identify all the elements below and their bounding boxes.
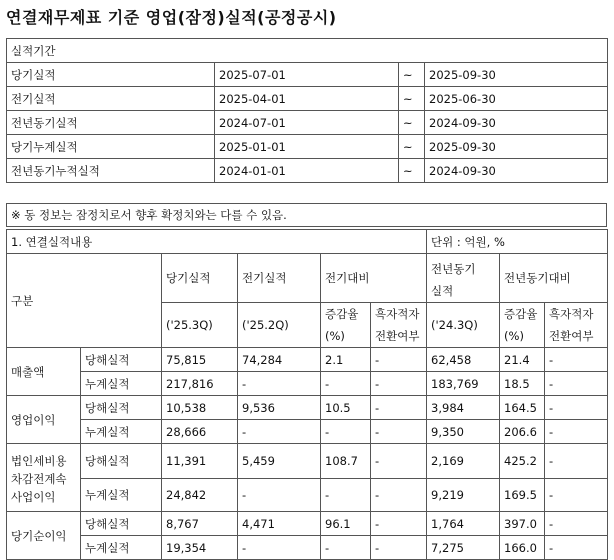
cell-previous: -	[238, 372, 321, 396]
header-current-period: ('25.3Q)	[162, 303, 238, 348]
cell-yoy: 206.6	[500, 420, 545, 444]
cell-qoq-turn: -	[371, 536, 427, 560]
cell-sub: 누계실적	[81, 372, 162, 396]
cell-sub: 당해실적	[81, 512, 162, 536]
cell-qoq-turn: -	[371, 512, 427, 536]
period-label: 전년동기실적	[7, 111, 215, 135]
cell-yoy-val: 3,984	[427, 396, 500, 420]
cell-qoq: -	[321, 372, 371, 396]
note-box	[6, 203, 607, 227]
cell-previous: -	[238, 536, 321, 560]
cell-qoq-turn: -	[371, 372, 427, 396]
cell-qoq-turn: -	[371, 348, 427, 372]
cell-sub: 누계실적	[81, 479, 162, 512]
cell-qoq: 108.7	[321, 444, 371, 479]
cell-yoy-turn: -	[545, 372, 608, 396]
cell-sub: 당해실적	[81, 444, 162, 479]
cell-yoy-turn: -	[545, 348, 608, 372]
period-row	[7, 87, 608, 111]
cell-qoq-turn: -	[371, 479, 427, 512]
header-category: 구분	[7, 254, 162, 348]
period-from: 2025-07-01	[215, 63, 399, 87]
cell-sub: 당해실적	[81, 348, 162, 372]
cell-yoy: 21.4	[500, 348, 545, 372]
table-row	[7, 396, 608, 420]
cell-yoy-val: 62,458	[427, 348, 500, 372]
period-row	[7, 111, 608, 135]
row-group-label: 매출액	[7, 348, 81, 396]
cell-yoy-turn: -	[545, 512, 608, 536]
cell-yoy-val: 1,764	[427, 512, 500, 536]
row-group-label: 당기순이익	[7, 512, 81, 560]
table-row	[7, 479, 608, 512]
cell-previous: 5,459	[238, 444, 321, 479]
header-previous: 전기실적	[238, 254, 321, 303]
cell-current: 24,842	[162, 479, 238, 512]
cell-yoy: 169.5	[500, 479, 545, 512]
period-row	[7, 159, 608, 183]
row-group-label: 법인세비용 차감전계속 사업이익	[7, 444, 81, 512]
period-to: 2024-09-30	[425, 159, 608, 183]
cell-previous: -	[238, 420, 321, 444]
header-yoy-period: ('24.3Q)	[427, 303, 500, 348]
table-row	[7, 348, 608, 372]
period-from: 2025-01-01	[215, 135, 399, 159]
row-group-label: 영업이익	[7, 396, 81, 444]
cell-previous: -	[238, 479, 321, 512]
cell-qoq: 2.1	[321, 348, 371, 372]
cell-qoq: -	[321, 479, 371, 512]
period-to: 2025-09-30	[425, 63, 608, 87]
table-row	[7, 512, 608, 536]
cell-yoy-turn: -	[545, 420, 608, 444]
header-previous-period: ('25.2Q)	[238, 303, 321, 348]
period-header: 실적기간	[7, 39, 608, 63]
cell-yoy: 164.5	[500, 396, 545, 420]
period-table	[6, 38, 608, 183]
header-yoy-label: 전년동기 실적	[427, 254, 500, 303]
cell-current: 75,815	[162, 348, 238, 372]
header-current: 당기실적	[162, 254, 238, 303]
cell-yoy: 166.0	[500, 536, 545, 560]
cell-yoy-val: 9,219	[427, 479, 500, 512]
cell-previous: 4,471	[238, 512, 321, 536]
table-row	[7, 420, 608, 444]
period-label: 전년동기누적실적	[7, 159, 215, 183]
period-from: 2024-07-01	[215, 111, 399, 135]
cell-yoy: 18.5	[500, 372, 545, 396]
page-title: 연결재무제표 기준 영업(잠정)실적(공정공시)	[6, 8, 337, 27]
cell-current: 10,538	[162, 396, 238, 420]
header-change-rate: 증감율 (%)	[321, 303, 371, 348]
cell-sub: 누계실적	[81, 420, 162, 444]
cell-yoy-turn: -	[545, 536, 608, 560]
period-sep: ~	[399, 63, 425, 87]
header-turnaround: 흑자적자 전환여부	[371, 303, 427, 348]
cell-yoy-val: 9,350	[427, 420, 500, 444]
cell-current: 11,391	[162, 444, 238, 479]
cell-sub: 당해실적	[81, 396, 162, 420]
note-text: ※ 동 정보는 잠정치로서 향후 확정치와는 다를 수 있음.	[7, 204, 607, 227]
unit-label: 단위 : 억원, %	[427, 230, 608, 254]
table-row	[7, 536, 608, 560]
period-to: 2025-06-30	[425, 87, 608, 111]
period-from: 2024-01-01	[215, 159, 399, 183]
period-sep: ~	[399, 159, 425, 183]
cell-yoy-turn: -	[545, 444, 608, 479]
cell-qoq-turn: -	[371, 444, 427, 479]
table-row	[7, 444, 608, 479]
period-sep: ~	[399, 87, 425, 111]
cell-yoy-turn: -	[545, 396, 608, 420]
cell-qoq-turn: -	[371, 396, 427, 420]
cell-qoq: 96.1	[321, 512, 371, 536]
header-change-rate-yoy: 증감율 (%)	[500, 303, 545, 348]
results-table	[6, 229, 608, 560]
cell-current: 19,354	[162, 536, 238, 560]
period-sep: ~	[399, 111, 425, 135]
cell-previous: 74,284	[238, 348, 321, 372]
cell-yoy-val: 7,275	[427, 536, 500, 560]
cell-current: 217,816	[162, 372, 238, 396]
period-label: 당기누계실적	[7, 135, 215, 159]
cell-current: 28,666	[162, 420, 238, 444]
cell-sub: 누계실적	[81, 536, 162, 560]
table-row	[7, 372, 608, 396]
section-label: 1. 연결실적내용	[7, 230, 427, 254]
period-to: 2024-09-30	[425, 111, 608, 135]
period-row	[7, 63, 608, 87]
cell-qoq: -	[321, 536, 371, 560]
cell-previous: 9,536	[238, 396, 321, 420]
cell-qoq: -	[321, 420, 371, 444]
period-label: 당기실적	[7, 63, 215, 87]
cell-yoy-val: 2,169	[427, 444, 500, 479]
period-sep: ~	[399, 135, 425, 159]
cell-qoq: 10.5	[321, 396, 371, 420]
cell-yoy-turn: -	[545, 479, 608, 512]
header-turnaround-yoy: 흑자적자 전환여부	[545, 303, 608, 348]
cell-yoy: 425.2	[500, 444, 545, 479]
period-to: 2025-09-30	[425, 135, 608, 159]
cell-qoq-turn: -	[371, 420, 427, 444]
header-vs-previous: 전기대비	[321, 254, 427, 303]
cell-yoy-val: 183,769	[427, 372, 500, 396]
cell-current: 8,767	[162, 512, 238, 536]
period-from: 2025-04-01	[215, 87, 399, 111]
header-vs-yoy: 전년동기대비	[500, 254, 608, 303]
cell-yoy: 397.0	[500, 512, 545, 536]
period-label: 전기실적	[7, 87, 215, 111]
period-row	[7, 135, 608, 159]
